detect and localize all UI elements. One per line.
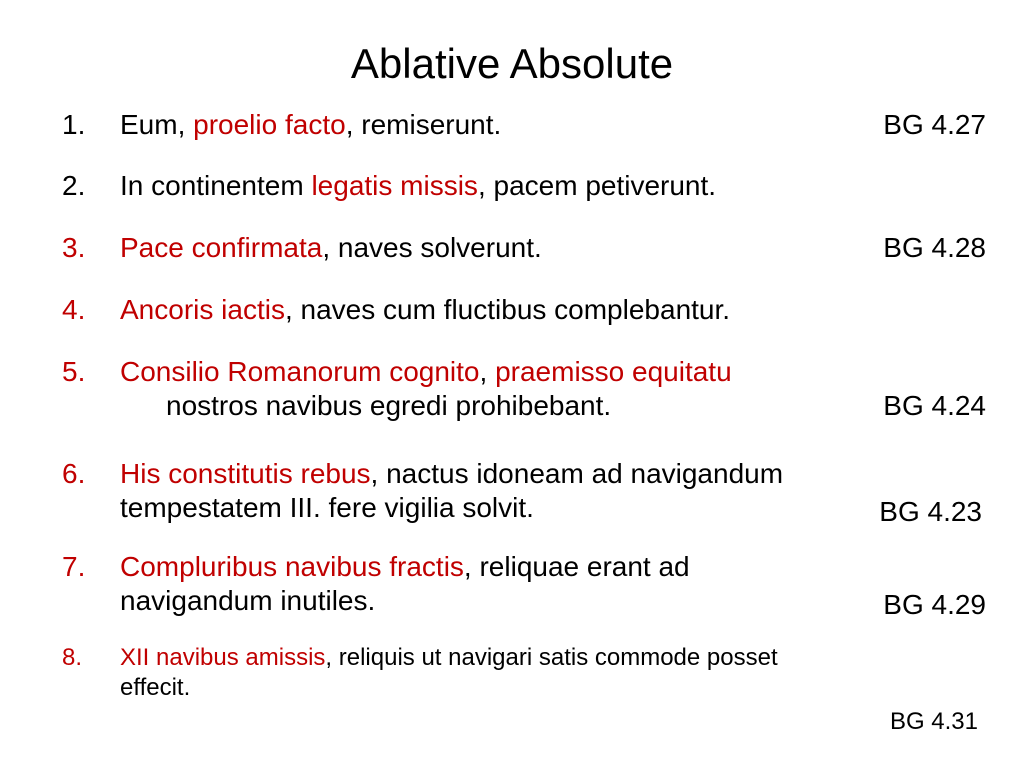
citation: BG 4.28	[883, 232, 986, 263]
item-text-plain: , pacem petiverunt.	[477, 170, 717, 201]
list-item-2	[62, 169, 1002, 203]
item-text-plain: , nactus idoneam ad navigandum	[370, 458, 784, 489]
item-text	[120, 457, 1002, 491]
list-item-8	[62, 643, 1002, 735]
item-text-plain: , naves solverunt.	[322, 232, 542, 263]
item-number: 5.	[62, 356, 86, 387]
item-text-plain: , remiserunt.	[345, 109, 502, 140]
citation: BG 4.27	[883, 109, 986, 140]
ablative-phrase: praemisso equitatu	[495, 356, 732, 387]
item-number: 2.	[62, 170, 86, 201]
ablative-phrase: Ancoris iactis	[120, 294, 285, 325]
item-number: 6.	[62, 458, 86, 489]
list-item-6	[62, 457, 1002, 525]
ablative-phrase: Pace confirmata	[120, 232, 323, 263]
item-text	[120, 108, 1002, 142]
ablative-phrase: Compluribus navibus fractis	[120, 551, 464, 582]
ablative-phrase: proelio facto	[193, 109, 346, 140]
item-text-plain: , reliquis ut navigari satis commode posset	[325, 644, 778, 671]
citation: BG 4.24	[883, 390, 986, 421]
ablative-phrase: XII navibus amissis	[120, 644, 326, 671]
item-text	[120, 231, 1002, 265]
citation: BG 4.23	[879, 496, 982, 527]
item-number: 7.	[62, 551, 86, 582]
ablative-phrase: His constitutis rebus	[120, 458, 371, 489]
ablative-phrase: legatis missis	[311, 170, 478, 201]
item-text-line2: nostros navibus egredi prohibebant.	[166, 390, 612, 421]
citation: BG 4.31	[889, 708, 978, 735]
ablative-phrase: Consilio Romanorum cognito	[120, 356, 480, 387]
list-item-1	[62, 108, 1002, 142]
list-item-5	[62, 355, 1002, 423]
item-text	[120, 550, 1002, 584]
item-text	[120, 643, 1002, 673]
item-text-plain: , naves cum fluctibus complebantur.	[284, 294, 731, 325]
item-text-line2: navigandum inutiles.	[120, 585, 376, 616]
item-number: 4.	[62, 294, 86, 325]
citation: BG 4.29	[883, 589, 986, 620]
list-item-7	[62, 550, 1002, 618]
item-text	[120, 293, 1002, 327]
item-text	[120, 169, 1002, 203]
item-number: 8.	[62, 644, 83, 671]
item-text-plain: Eum,	[120, 109, 194, 140]
item-text-plain: ,	[479, 356, 496, 387]
item-number: 3.	[62, 232, 86, 263]
item-number: 1.	[62, 109, 86, 140]
slide-title: Ablative Absolute	[350, 40, 674, 87]
item-text-plain: In continentem	[120, 170, 312, 201]
item-text-line2: tempestatem III. fere vigilia solvit.	[120, 492, 534, 523]
item-text-line2: effecit.	[120, 674, 191, 701]
item-text	[120, 355, 1002, 389]
item-text-plain: , reliquae erant ad	[463, 551, 690, 582]
list-item-4	[62, 293, 1002, 327]
list-item-3	[62, 231, 1002, 265]
